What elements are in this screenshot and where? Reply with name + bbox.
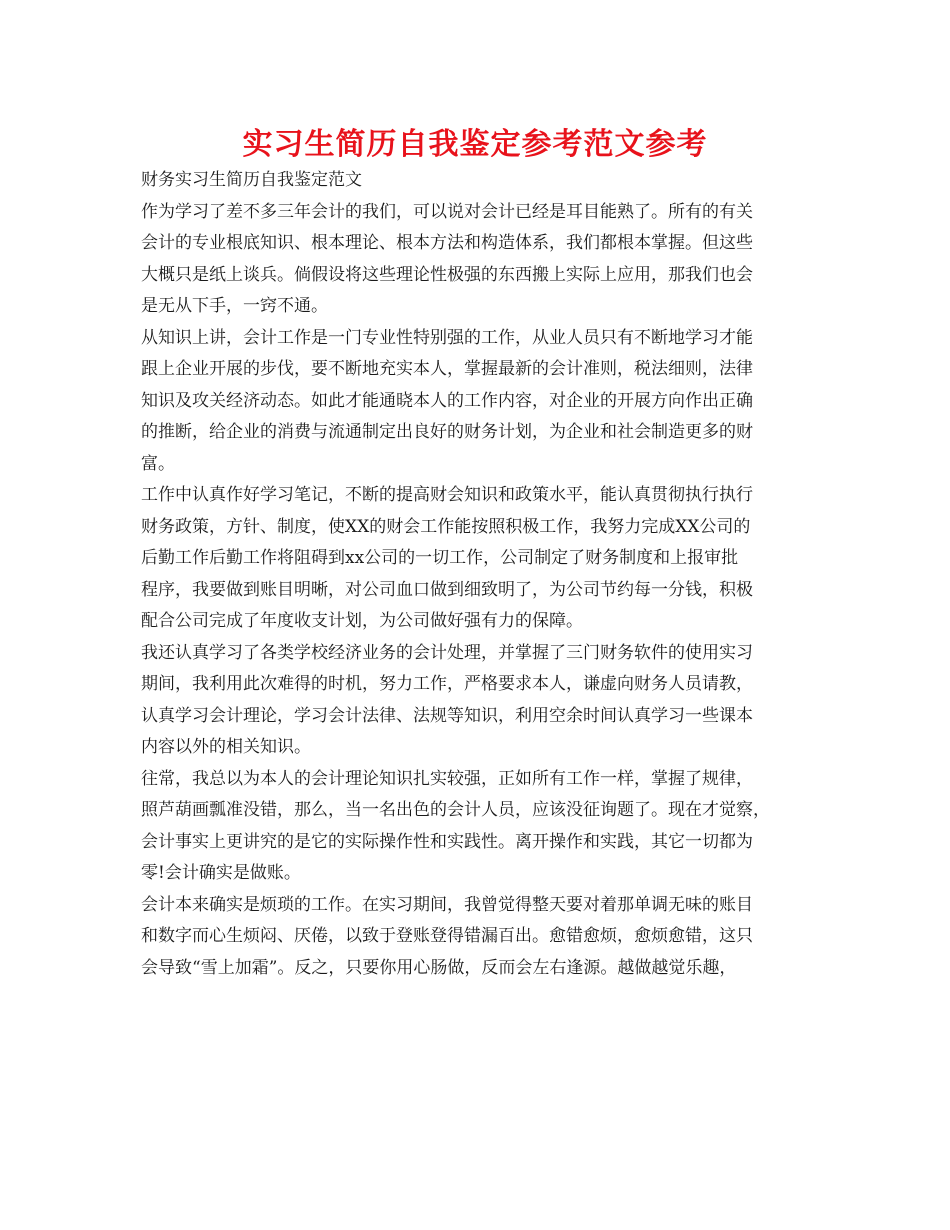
text-line: 期间，我利用此次难得的时机，努力工作，严格要求本人，谦虚向财务人员请教， <box>141 674 753 694</box>
text-line: 认真学习会计理论，学习会计法律、法规等知识，利用空余时间认真学习一些课本 <box>141 705 753 726</box>
text-line: 程序，我要做到账目明晰，对公司血口做到细致明了，为公司节约每一分钱，积极 <box>141 579 753 600</box>
text-line: 零!会计确实是做账。 <box>141 863 301 883</box>
text-line: 会计事实上更讲究的是它的实际操作性和实践性。离开操作和实践，其它一切都为 <box>141 831 753 852</box>
text-line: 会计的专业根底知识、根本理论、根本方法和构造体系，我们都根本掌握。但这些 <box>141 233 753 253</box>
text-line: 知识及攻关经济动态。如此才能通晓本人的工作内容，对企业的开展方向作出正确 <box>141 390 753 411</box>
text-line: 工作中认真作好学习笔记，不断的提高财会知识和政策水平，能认真贯彻执行执行 <box>141 485 753 505</box>
text-line: 是无从下手，一窍不通。 <box>141 296 328 316</box>
text-line: 会计本来确实是烦琐的工作。在实习期间，我曾觉得整天要对着那单调无味的账目 <box>141 894 753 915</box>
text-line: 往常，我总以为本人的会计理论知识扎实较强，正如所有工作一样，掌握了规律， <box>141 768 753 789</box>
text-line: 我还认真学习了各类学校经济业务的会计处理，并掌握了三门财务软件的使用实习 <box>141 642 753 663</box>
document-body <box>141 165 821 984</box>
document-title: 实习生简历自我鉴定参考范文参考 <box>242 127 708 162</box>
text-line: 大概只是纸上谈兵。倘假设将这些理论性极强的东西搬上实际上应用，那我们也会 <box>141 264 753 285</box>
text-line: 财务实习生简历自我鉴定范文 <box>141 170 362 190</box>
text-line: 配合公司完成了年度收支计划，为公司做好强有力的保障。 <box>141 611 583 631</box>
text-line: 跟上企业开展的步伐，要不断地充实本人，掌握最新的会计准则，税法细则，法律 <box>141 359 753 379</box>
text-line: 的推断，给企业的消费与流通制定出良好的财务计划，为企业和社会制造更多的财 <box>141 422 753 442</box>
text-line: 从知识上讲，会计工作是一门专业性特别强的工作，从业人员只有不断地学习才能 <box>141 327 753 348</box>
text-line: 内容以外的相关知识。 <box>141 737 311 757</box>
text-line: 财务政策，方针、制度，使XX的财会工作能按照积极工作，我努力完成XX公司的 <box>141 516 751 537</box>
text-line: 和数字而心生烦闷、厌倦，以致于登账登得错漏百出。愈错愈烦，愈烦愈错，这只 <box>141 926 753 946</box>
text-line: 照芦葫画瓢准没错，那么，当一名出色的会计人员，应该没征询题了。现在才觉察， <box>141 800 770 820</box>
text-line: 后勤工作后勤工作将阻碍到xx公司的一切工作，公司制定了财务制度和上报审批 <box>141 548 739 568</box>
text-line: 作为学习了差不多三年会计的我们，可以说对会计已经是耳目能熟了。所有的有关 <box>141 201 753 222</box>
text-line: 会导致“雪上加霜”。反之，只要你用心肠做，反而会左右逢源。越做越觉乐趣， <box>141 957 737 978</box>
text-line: 富。 <box>141 453 175 474</box>
